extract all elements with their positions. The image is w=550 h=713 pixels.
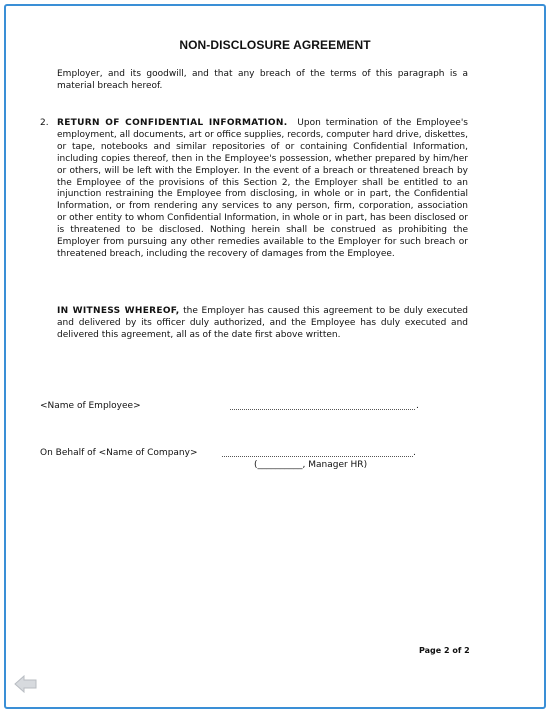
company-signature-end: . [413,448,416,458]
section-body: Upon termination of the Employee's employment, all documents, art or office supplies, records, computer hard drive, diskettes, or tape, notebooks and similar repositories of or containing Confidential Information, including copies thereof, then in the Employee's possession, whether prepared by him/her or others, will be left with the Employer. In the event of a breach or threatened breach by the Employee of the provisions of this Section 2, the Employer shall be entitled to an injunction restraining the Employee from disclosing, in whole or in part, the Confidential Information, or from rendering any services to any person, firm, corporation, association or other entity to whom Confidential Information, in whole or in part, has been disclosed or is threatened to be disclosed. Nothing herein shall be construed as prohibiting the Employer from pursuing any other remedies available to the Employer for such breach or threatened breach, including the recovery of damages from the Employee. [57,118,468,259]
back-arrow-glyph [14,675,38,693]
section-return-paragraph [57,118,468,261]
manager-role-line: (__________, Manager HR) [254,460,368,470]
witness-body: the Employer has caused this agreement to be duly executed and delivered by its officer duly authorized, and the Employee has duly executed and delivered this agreement, all as of the date first above written. [57,306,468,340]
employee-name-label: <Name of Employee> [40,401,141,411]
company-signature-line [222,456,413,457]
employee-signature-end: . [416,401,419,411]
back-arrow-icon[interactable] [14,675,38,693]
page-frame [4,4,546,709]
company-label: On Behalf of <Name of Company> [40,448,198,458]
witness-paragraph [57,306,468,342]
section-heading: RETURN OF CONFIDENTIAL INFORMATION. [57,118,288,128]
section-number: 2. [40,118,49,128]
intro-paragraph: Employer, and its goodwill, and that any breach of the terms of this paragraph is a material breach hereof. [57,69,468,91]
employee-signature-line [230,409,415,410]
page-number: Page 2 of 2 [419,646,470,655]
document-title: NON-DISCLOSURE AGREEMENT [179,38,371,52]
witness-lead: IN WITNESS WHEREOF, [57,306,180,316]
